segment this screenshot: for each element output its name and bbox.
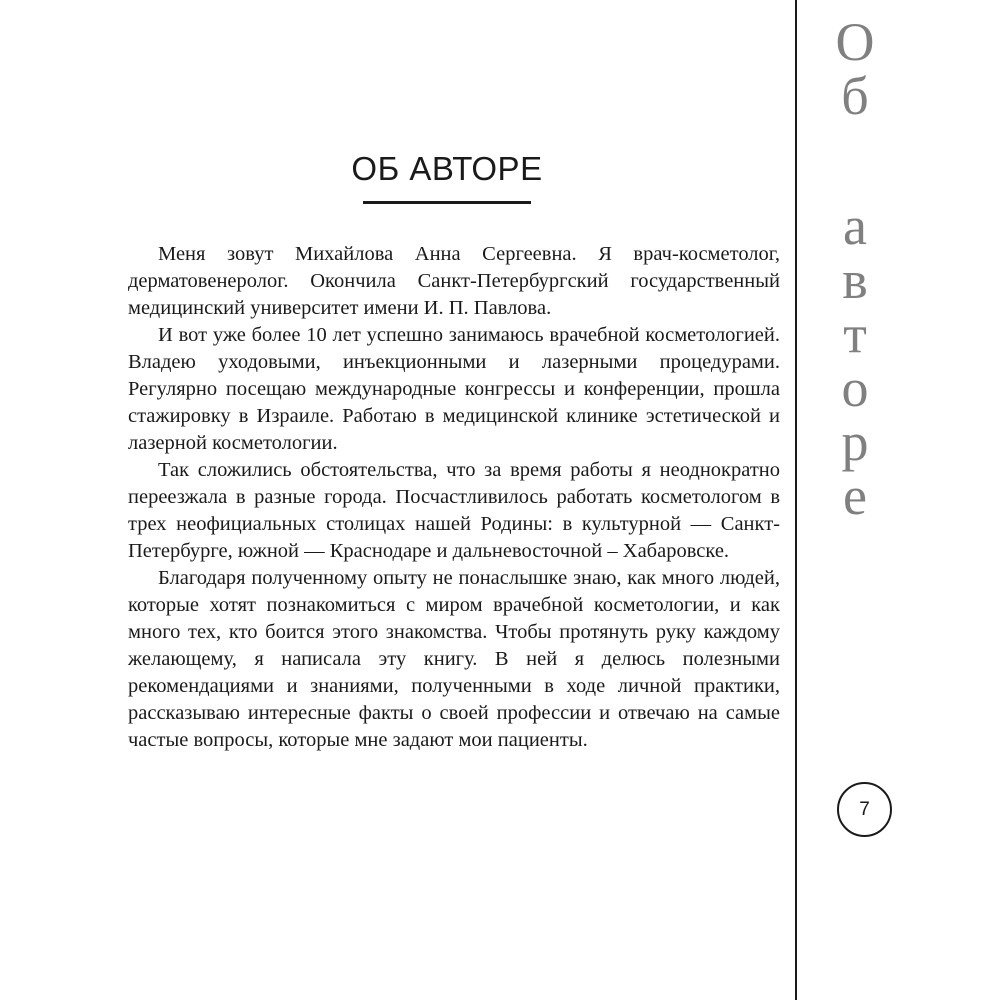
body-text	[128, 241, 780, 754]
side-title-letter: б	[841, 66, 869, 126]
side-title-letter: т	[843, 304, 867, 364]
paragraph-4: Благодаря полученному опыту не понаслышке знаю, как много людей, которые хотят познакомиться с миром врачебной косметологии, и как много тех, кто боится этого знакомства. Чтобы протянуть руку каждому желающему, я написала эту книгу. В ней я делюсь полезными рекомендациями и знаниями, полученными в ходе личной практики, рассказываю интересные факты о своей профессии и отвечаю на самые частые вопросы, которые мне задают мои пациенты.	[128, 567, 780, 751]
side-title-letter: р	[841, 412, 869, 472]
side-title-letter: о	[841, 358, 869, 418]
side-title-letter: О	[835, 12, 875, 72]
side-title-word-2	[815, 196, 895, 526]
paragraph-1: Меня зовут Михайлова Анна Сергеевна. Я врач-косметолог, дерматовенеролог. Окончила Санкт-Петербургский государственный медицинский университет имени И. П. Павлова.	[128, 243, 780, 319]
paragraph-3: Так сложились обстоятельства, что за время работы я неоднократно переезжала в разные города. Посчастливилось работать косметологом в трех неофициальных столицах нашей Родины: в культурной — Санкт-Петербурге, южной — Краснодаре и дальневосточной – Хабаровске.	[128, 459, 780, 562]
side-title-letter: в	[842, 250, 868, 310]
side-title-letter: е	[843, 466, 867, 526]
title-underline	[363, 201, 531, 204]
paragraph-2: И вот уже более 10 лет успешно занимаюсь врачебной косметологией. Владею уходовыми, инъекционными и лазерными процедурами. Регулярно посещаю международные конгрессы и конференции, прошла стажировку в Израиле. Работаю в медицинской клинике эстетической и лазерной косметологии.	[128, 324, 780, 454]
side-running-title	[815, 12, 895, 526]
side-title-word-1	[815, 12, 895, 126]
page-number: 7	[837, 782, 892, 837]
page-title: ОБ АВТОРЕ	[351, 150, 543, 187]
side-title-spacer	[815, 123, 895, 199]
side-title-letter: а	[843, 196, 867, 256]
margin-divider-line	[795, 0, 797, 1000]
